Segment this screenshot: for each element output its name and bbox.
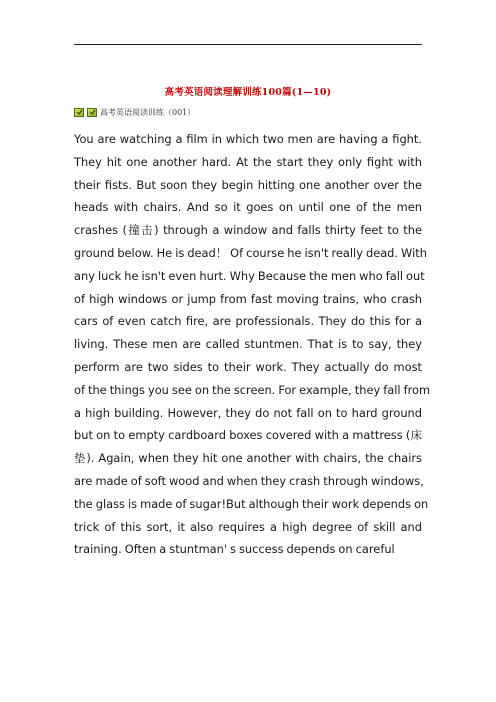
passage-line: heads with chairs. And so it goes on until one of the men [74,200,422,215]
passage-line: but on to empty cardboard boxes covered with a mattress (床 [74,428,422,443]
header-rule [74,44,422,45]
passage-line: 垫). Again, when they hit one another with chairs, the chairs [74,451,422,466]
passage-line: a high building. However, they do not fall on to hard ground [74,405,422,420]
passage-line: of the things you see on the screen. For example, they fall from [74,382,431,397]
passage-line: ground below. He is dead！ Of course he isn't really dead. With [74,245,427,260]
passage-line: cars of even catch fire, are professionals. They do this for a [74,314,422,329]
passage-line: are made of soft wood and when they crash through windows, [74,473,424,488]
passage-line: perform are two sides to their work. They actually do most [74,359,422,374]
passage-line: their fists. But soon they begin hitting one another over the [74,177,422,192]
document-title: 高考英语阅读理解训练100篇(1—10) [164,87,332,98]
document-check-icon [74,108,84,117]
passage-line: You are watching a film in which two men are having a fight. [74,132,422,146]
subhead-label: 高考英语阅读训练（001） [100,107,196,117]
passage-line: training. Often a stuntman' s success depends on careful [74,542,395,557]
passage-line: any luck he isn't even hurt. Why Because the men who fall out [74,268,425,283]
passage-line: They hit one another hard. At the start they only fight with [74,154,422,169]
passage-line: the glass is made of sugar!But although their work depends on [74,496,429,511]
passage-line: of high windows or jump from fast moving trains, who crash [74,291,422,306]
passage-line: crashes (撞击) through a window and falls thirty feet to the [74,223,422,238]
passage-line: living. These men are called stuntmen. That is to say, they [74,337,422,352]
section-subhead [74,106,195,118]
passage-line: trick of this sort, it also requires a high degree of skill and [74,519,422,534]
document-check-icon [87,108,97,117]
passage-body [74,128,431,561]
